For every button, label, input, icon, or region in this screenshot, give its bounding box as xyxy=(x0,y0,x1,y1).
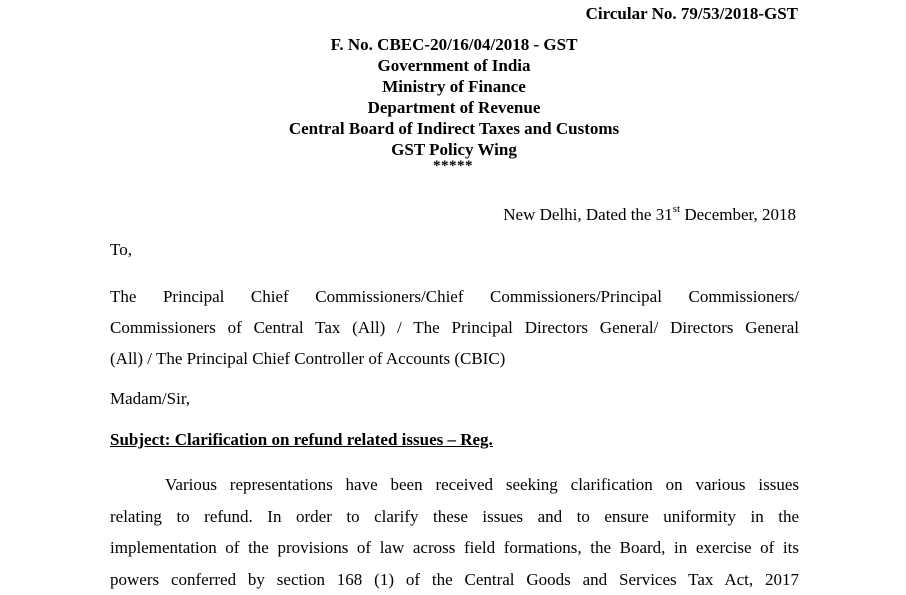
dateline xyxy=(503,205,796,225)
ministry-line: Ministry of Finance xyxy=(0,76,906,97)
department-line: Department of Revenue xyxy=(0,97,906,118)
to-line: To, xyxy=(110,240,132,260)
body-paragraph xyxy=(110,469,799,595)
addressee-line: Commissioners of Central Tax (All) / The Principal Directors General/ Directors General xyxy=(110,312,799,343)
board-line: Central Board of Indirect Taxes and Customs xyxy=(0,118,906,139)
dateline-suffix: December, 2018 xyxy=(680,205,796,224)
addressee xyxy=(110,281,799,374)
addressee-line: The Principal Chief Commissioners/Chief Commissioners/Principal Commissioners/ xyxy=(110,281,799,312)
body-line: powers conferred by section 168 (1) of the Central Goods and Services Tax Act, 2017 xyxy=(110,564,799,595)
letterhead xyxy=(0,34,906,172)
subject-line: Subject: Clarification on refund related issues – Reg. xyxy=(110,430,493,450)
file-number: F. No. CBEC-20/16/04/2018 - GST xyxy=(0,34,906,55)
separator-stars: ***** xyxy=(0,160,906,172)
body-line: Various representations have been received seeking clarification on various issues xyxy=(110,469,799,501)
body-line: implementation of the provisions of law across field formations, the Board, in exercise of its xyxy=(110,532,799,564)
body-line: relating to refund. In order to clarify these issues and to ensure uniformity in the xyxy=(110,501,799,533)
circular-number: Circular No. 79/53/2018-GST xyxy=(586,4,798,24)
dateline-prefix: New Delhi, Dated the 31 xyxy=(503,205,672,224)
government-line: Government of India xyxy=(0,55,906,76)
dateline-ordinal: st xyxy=(673,203,680,215)
addressee-line: (All) / The Principal Chief Controller of Accounts (CBIC) xyxy=(110,343,799,374)
salutation: Madam/Sir, xyxy=(110,389,190,409)
wing-line: GST Policy Wing xyxy=(0,139,906,160)
